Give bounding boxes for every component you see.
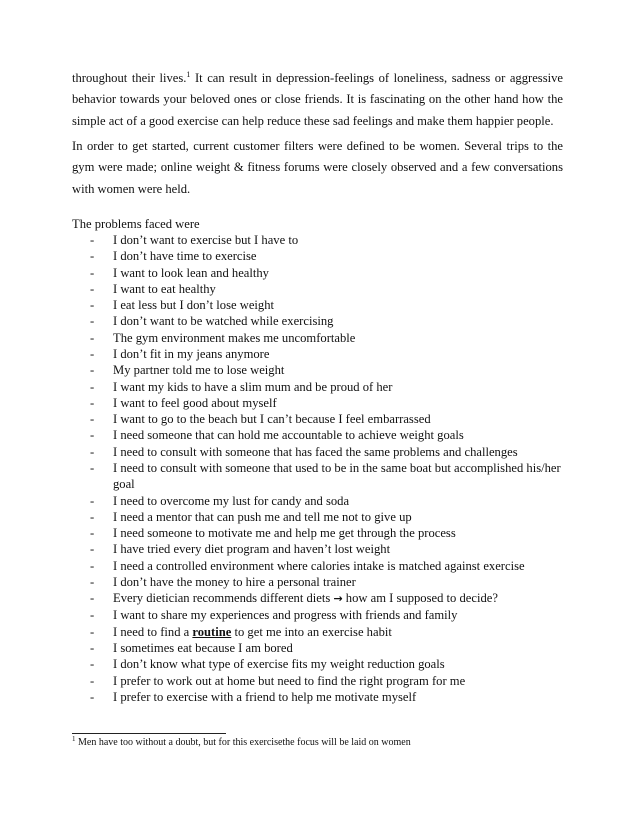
footnote-mark: 1: [72, 735, 76, 743]
list-item: - I need someone that can hold me accountable to achieve weight goals: [90, 428, 464, 443]
bullet-dash: -: [90, 379, 95, 394]
list-item: - I don’t know what type of exercise fits my weight reduction goals: [90, 657, 445, 672]
bullet-dash: -: [90, 673, 95, 688]
bullet-dash: -: [90, 460, 95, 475]
list-item: - I want to look lean and healthy: [90, 265, 269, 280]
list-item: - My partner told me to lose weight: [90, 363, 285, 378]
list-item: - I want to feel good about myself: [90, 395, 277, 410]
bullet-dash: -: [90, 591, 95, 606]
bullet-dash: -: [90, 526, 95, 541]
bullet-dash: -: [90, 330, 95, 345]
bullet-dash: -: [90, 412, 95, 427]
list-item: - I don’t want to exercise but I have to: [90, 233, 299, 247]
list-item: - I need to consult with someone that has faced the same problems and challenges: [90, 444, 518, 459]
list-item: - I need a controlled environment where calories intake is matched against exercise: [90, 558, 525, 573]
bullet-dash: -: [90, 249, 95, 264]
list-item: - I need to find a routine to get me into an exercise habit: [90, 624, 392, 639]
list-item: - I want to eat healthy: [90, 281, 216, 296]
bullet-dash: -: [90, 574, 95, 589]
paragraph-line: [72, 68, 563, 89]
list-item: - I prefer to work out at home but need to find the right program for me: [90, 673, 466, 688]
bullet-dash: -: [90, 558, 95, 573]
problems-heading: The problems faced were: [72, 217, 200, 231]
list-item: - I need a mentor that can push me and tell me not to give up: [90, 509, 412, 524]
paragraph-line: simple act of a good exercise can help reduce these sad feelings and make them happier people.: [72, 113, 554, 128]
bullet-dash: -: [90, 265, 95, 280]
list-item: - I don’t want to be watched while exercising: [90, 314, 334, 329]
bullet-dash: -: [90, 509, 95, 524]
bullet-dash: -: [90, 641, 95, 656]
list-item: - I don’t have the money to hire a personal trainer: [90, 574, 356, 589]
bullet-dash: -: [90, 346, 95, 361]
list-item: - I want to go to the beach but I can’t because I feel embarrassed: [90, 412, 431, 427]
routine-emphasis: routine: [192, 624, 232, 639]
paragraph-line: gym were made; online weight & fitness forums were closely observed and a few conversations: [72, 160, 563, 175]
bullet-dash: -: [90, 298, 95, 313]
bullet-dash: -: [90, 444, 95, 459]
bullet-dash: -: [90, 689, 95, 704]
bullet-dash: -: [90, 542, 95, 557]
bullet-dash: -: [90, 608, 95, 623]
list-item: - I need someone to motivate me and help me get through the process: [90, 526, 456, 541]
list-item: - Every dietician recommends different diets → how am I supposed to decide?: [90, 591, 498, 606]
bullet-dash: -: [90, 363, 95, 378]
list-item: - I need to consult with someone that used to be in the same boat but accomplished his/her goal: [90, 460, 561, 492]
list-item: - I want my kids to have a slim mum and be proud of her: [90, 379, 393, 394]
bullet-dash: -: [90, 493, 95, 508]
bullet-dash: -: [90, 233, 95, 247]
problems-list: [72, 232, 572, 705]
paragraph-line: behavior towards your beloved ones or close friends. It is fascinating on the other hand how the: [72, 92, 563, 107]
paragraph-line: with women were held.: [72, 181, 191, 196]
bullet-dash: -: [90, 395, 95, 410]
paragraph-text: It can result in depression-feelings of loneliness, sadness or aggressive: [190, 71, 563, 85]
list-item: - I eat less but I don’t lose weight: [90, 298, 275, 313]
list-item: - I don’t have time to exercise: [90, 249, 257, 264]
footnote: [72, 737, 411, 749]
list-item: - I prefer to exercise with a friend to help me motivate myself: [90, 689, 417, 704]
list-item: - I sometimes eat because I am bored: [90, 641, 293, 656]
paragraph-line: In order to get started, current customer filters were defined to be women. Several trips to the: [72, 139, 563, 153]
paragraph-customer-filters: [72, 136, 563, 200]
footnote-reference[interactable]: 1: [186, 70, 191, 79]
bullet-dash: -: [90, 314, 95, 329]
paragraph-intro: [72, 68, 563, 132]
bullet-dash: -: [90, 428, 95, 443]
list-item: - I have tried every diet program and haven’t lost weight: [90, 542, 391, 557]
list-item: - I want to share my experiences and progress with friends and family: [90, 608, 458, 623]
list-item: - The gym environment makes me uncomfortable: [90, 330, 356, 345]
footnote-text: Men have too without a doubt, but for this exercisethe focus will be laid on women: [75, 737, 411, 748]
bullet-dash: -: [90, 281, 95, 296]
bullet-dash: -: [90, 624, 95, 639]
list-item: - I don’t fit in my jeans anymore: [90, 346, 270, 361]
right-arrow-icon: →: [333, 592, 343, 606]
footnote-divider: [72, 733, 226, 734]
list-item: - I need to overcome my lust for candy and soda: [90, 493, 350, 508]
paragraph-text: throughout their lives.: [72, 71, 187, 85]
bullet-dash: -: [90, 657, 95, 672]
